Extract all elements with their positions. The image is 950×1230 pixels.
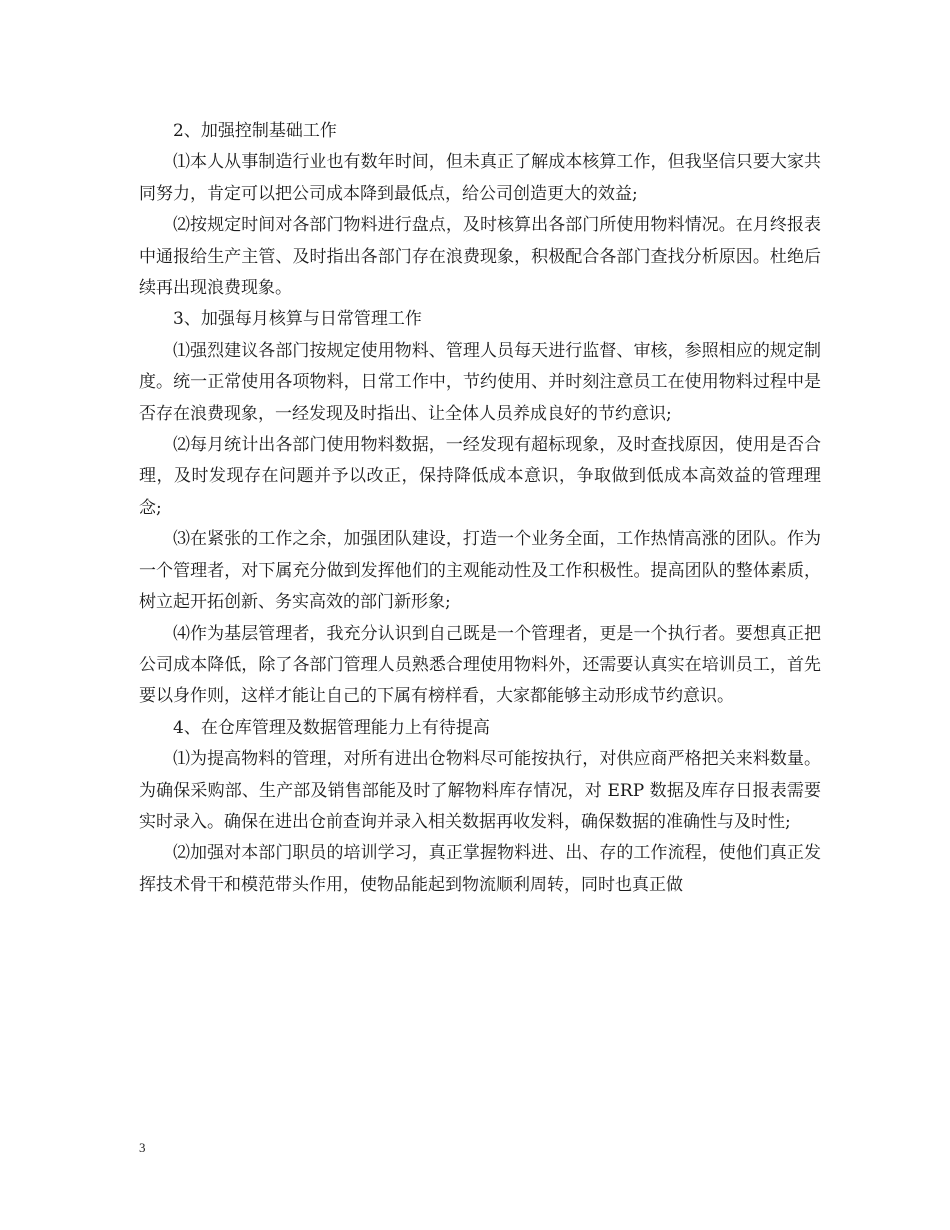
page-number: 3 bbox=[139, 1140, 146, 1155]
section-heading-3: 3、加强每月核算与日常管理工作 bbox=[173, 309, 422, 330]
paragraph: ⑵每月统计出各部门使用物料数据，一经发现有超标现象，及时查找原因，使用是否合理，及时发现存在问题并予以改正，保持降低成本意识，争取做到低成本高效益的管理理念; bbox=[139, 435, 821, 518]
document-body bbox=[139, 116, 821, 901]
paragraph: ⑵按规定时间对各部门物料进行盘点，及时核算出各部门所使用物料情况。在月终报表中通报给生产主管、及时指出各部门存在浪费现象，积极配合各部门查找分析原因。杜绝后续再出现浪费现象。 bbox=[139, 215, 821, 299]
section-heading-4: 4、在仓库管理及数据管理能力上有待提高 bbox=[173, 717, 490, 738]
section-heading-2: 2、加强控制基础工作 bbox=[173, 121, 337, 141]
paragraph: ⑵加强对本部门职员的培训学习，真正掌握物料进、出、存的工作流程，使他们真正发挥技术骨干和模范带头作用，使物品能起到物流顺利周转，同时也真正做 bbox=[139, 843, 821, 895]
paragraph: ⑴本人从事制造行业也有数年时间，但未真正了解成本核算工作，但我坚信只要大家共同努力，肯定可以把公司成本降到最低点，给公司创造更大的效益; bbox=[139, 152, 821, 204]
paragraph: ⑶在紧张的工作之余，加强团队建设，打造一个业务全面，工作热情高涨的团队。作为一个管理者，对下属充分做到发挥他们的主观能动性及工作积极性。提高团队的整体素质，树立起开拓创新、务实高效的部门新形象; bbox=[139, 529, 821, 613]
paragraph: ⑴为提高物料的管理，对所有进出仓物料尽可能按执行，对供应商严格把关来料数量。为确保采购部、生产部及销售部能及时了解物料库存情况，对 ERP 数据及库存日报表需要实时录入。确保在进出仓前查询并录入相关数据再收发料，确保数据的准确性与及时性; bbox=[139, 749, 821, 832]
paragraph: ⑷作为基层管理者，我充分认识到自己既是一个管理者，更是一个执行者。要想真正把公司成本降低，除了各部门管理人员熟悉合理使用物料外，还需要认真实在培训员工，首先要以身作则，这样才能让自己的下属有榜样看，大家都能够主动形成节约意识。 bbox=[139, 623, 821, 707]
paragraph: ⑴强烈建议各部门按规定使用物料、管理人员每天进行监督、审核，参照相应的规定制度。统一正常使用各项物料，日常工作中，节约使用、并时刻注意员工在使用物料过程中是否存在浪费现象，一经发现及时指出、让全体人员养成良好的节约意识; bbox=[139, 340, 821, 424]
